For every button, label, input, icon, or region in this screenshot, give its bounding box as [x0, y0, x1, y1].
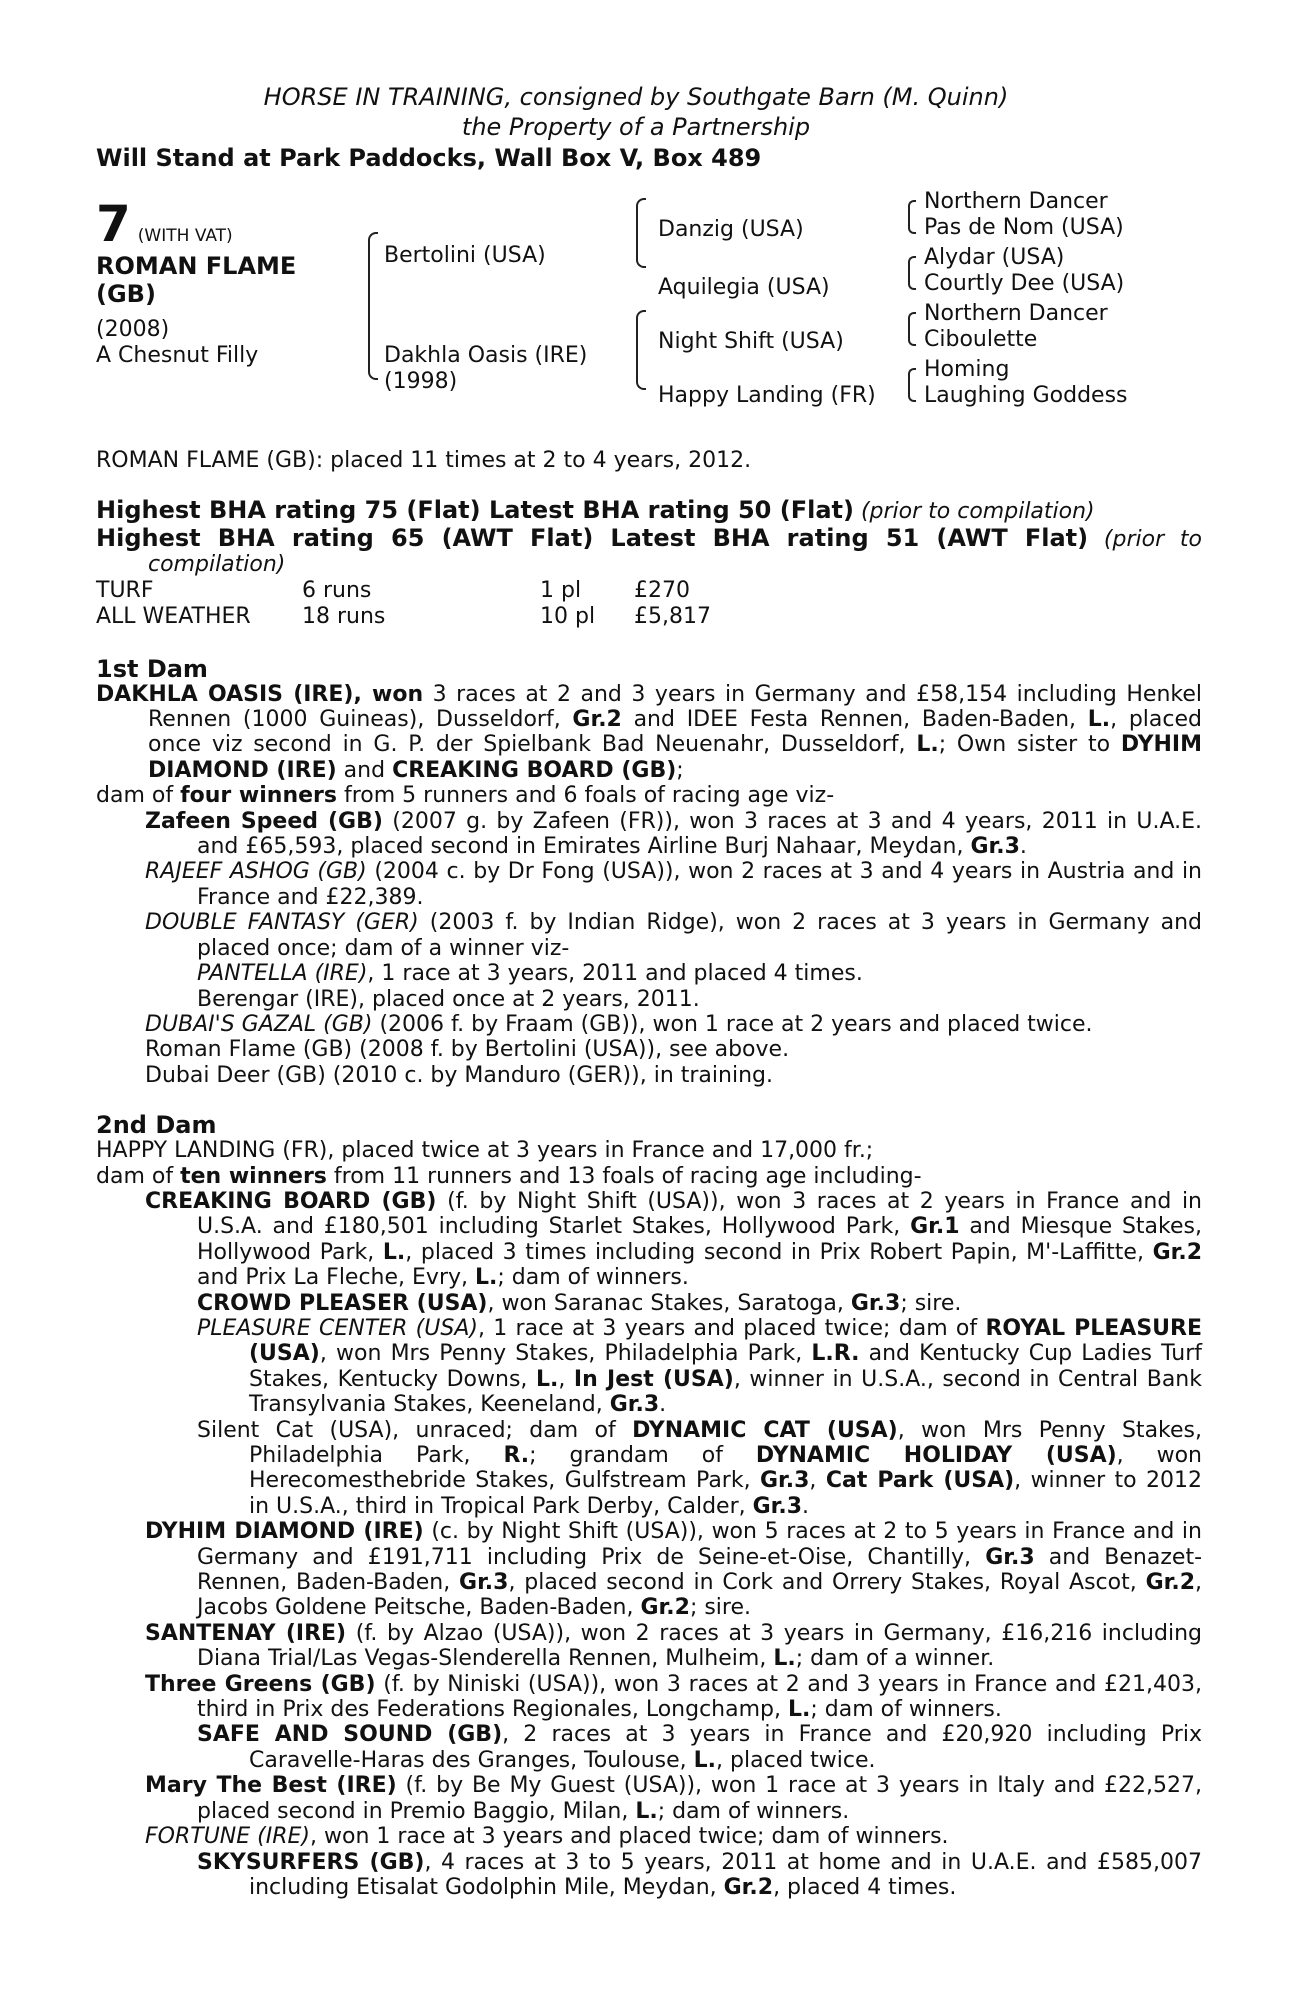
- produce-entry: Mary The Best (IRE) (f. by Be My Guest (USA)), won 1 race at 3 years in Italy and £22,527, placed second in Premio Baggio, Milan, L.; dam of winners.: [145, 1773, 1202, 1824]
- stats-runs: 6 runs: [302, 577, 372, 603]
- produce-entry: SKYSURFERS (GB), 4 races at 3 to 5 years, 2011 at home and in U.A.E. and £585,007 including Etisalat Godolphin Mile, Meydan, Gr.2, placed 4 times.: [197, 1849, 1202, 1900]
- horse-description: A Chesnut Filly: [96, 343, 259, 368]
- dam-parents-bracket: [636, 310, 646, 390]
- produce-entry: FORTUNE (IRE), won 1 race at 3 years and placed twice; dam of winners.: [145, 1824, 949, 1850]
- bracket-g3-1: [908, 200, 916, 234]
- summary-line: ROMAN FLAME (GB): placed 11 times at 2 to 4 years, 2012.: [96, 448, 752, 473]
- produce-entry: Dubai Deer (GB) (2010 c. by Manduro (GER)), in training.: [145, 1062, 773, 1088]
- produce-entry: Roman Flame (GB) (2008 f. by Bertolini (USA)), see above.: [145, 1037, 790, 1063]
- catalogue-page: [96, 82, 1202, 1900]
- dss: Northern Dancer: [924, 301, 1108, 326]
- dam-dam: Happy Landing (FR): [658, 383, 876, 408]
- produce-entry: Silent Cat (USA), unraced; dam of DYNAMIC CAT (USA), won Mrs Penny Stakes, Philadelphia Park, R.; grandam of DYNAMIC HOLIDAY (USA), won Herecomesthebride Stakes, Gulfstream Park, Gr.3, Cat Park (USA), winner to 2012 in U.S.A., third in Tropical Park Derby, Calder, Gr.3.: [197, 1417, 1203, 1519]
- dsd: Ciboulette: [924, 327, 1038, 352]
- produce-entry: SANTENAY (IRE) (f. by Alzao (USA)), won 2 races at 3 years in Germany, £16,216 including Diana Trial/Las Vegas-Slenderella Rennen, Mulheim, L.; dam of a winner.: [145, 1620, 1202, 1672]
- produce-entry: PLEASURE CENTER (USA), 1 race at 3 years and placed twice; dam of ROYAL PLEASURE (USA), won Mrs Penny Stakes, Philadelphia Park, L.R. and Kentucky Cup Ladies Turf Stakes, Kentucky Downs, L., In Jest (USA), winner in U.S.A., second in Central Bank Transylvania Stakes, Keeneland, Gr.3.: [197, 1315, 1203, 1418]
- dds: Homing: [924, 357, 1010, 382]
- stats-money: £270: [634, 577, 690, 603]
- stats-table: [96, 578, 1202, 632]
- sire-sire: Danzig (USA): [658, 217, 804, 242]
- produce-entry: CREAKING BOARD (GB) (f. by Night Shift (USA)), won 3 races at 2 years in France and in U.S.A. and £180,501 including Starlet Stakes, Hollywood Park, Gr.1 and Miesque Stakes, Hollywood Park, L., placed 3 times including second in Prix Robert Papin, M'-Laffitte, Gr.2 and Prix La Fleche, Evry, L.; dam of winners.: [145, 1188, 1202, 1291]
- flat-rating-line: Highest BHA rating 75 (Flat) Latest BHA rating 50 (Flat) (prior to compilation): [96, 496, 1095, 525]
- sire-dam: Aquilegia (USA): [658, 275, 830, 300]
- produce-entry: SAFE AND SOUND (GB), 2 races at 3 years in France and £20,920 including Prix Caravelle-Haras des Granges, Toulouse, L., placed twice.: [197, 1722, 1202, 1773]
- horse-year: (2008): [96, 317, 170, 342]
- stats-placed: 1 pl: [540, 577, 582, 603]
- sire: Bertolini (USA): [384, 243, 546, 268]
- first-dam-heading: 1st Dam: [96, 654, 208, 683]
- race-record: [96, 448, 1202, 1900]
- second-dam-produce-summary: dam of ten winners from 11 runners and 13 foals of racing age including-: [96, 1163, 922, 1189]
- ownership-line: the Property of a Partnership: [461, 113, 811, 141]
- dam-year: (1998): [384, 369, 458, 394]
- produce-entry: RAJEEF ASHOG (GB) (2004 c. by Dr Fong (USA)), won 2 races at 3 and 4 years in Austria and in France and £22,389.: [145, 859, 1202, 910]
- produce-entry: PANTELLA (IRE), 1 race at 3 years, 2011 and placed 4 times.: [197, 961, 863, 987]
- ssd: Pas de Nom (USA): [924, 215, 1124, 240]
- stats-placed: 10 pl: [540, 603, 596, 629]
- consignor-line: HORSE IN TRAINING, consigned by Southgate Barn (M. Quinn): [263, 83, 1009, 111]
- lot-number: 7: [96, 195, 131, 253]
- bracket-g3-4: [908, 368, 916, 402]
- stats-runs: 18 runs: [302, 603, 386, 629]
- stats-label: TURF: [96, 577, 154, 603]
- lot-number-line: [96, 195, 233, 253]
- produce-entry: CROWD PLEASER (USA), won Saranac Stakes, Saratoga, Gr.3; sire.: [197, 1290, 962, 1316]
- stand-location: Will Stand at Park Paddocks, Wall Box V, Box 489: [96, 144, 762, 172]
- sire-parents-bracket: [636, 198, 646, 268]
- horse-name: ROMAN FLAME (GB): [96, 252, 297, 308]
- stats-money: £5,817: [634, 603, 711, 629]
- dam: Dakhla Oasis (IRE): [384, 343, 588, 368]
- ddd: Laughing Goddess: [924, 383, 1128, 408]
- produce-entry: DYHIM DIAMOND (IRE) (c. by Night Shift (USA)), won 5 races at 2 to 5 years in France and in Germany and £191,711 including Prix de Seine-et-Oise, Chantilly, Gr.3 and Benazet-Rennen, Baden-Baden, Gr.3, placed second in Cork and Orrery Stakes, Royal Ascot, Gr.2, Jacobs Goldene Peitsche, Baden-Baden, Gr.2; sire.: [145, 1519, 1203, 1621]
- sdd: Courtly Dee (USA): [924, 271, 1125, 296]
- produce-entry: Three Greens (GB) (f. by Niniski (USA)), won 3 races at 2 and 3 years in France and £21,403, third in Prix des Federations Regionales, Longchamp, L.; dam of winners.: [145, 1671, 1203, 1723]
- produce-entry: DUBAI'S GAZAL (GB) (2006 f. by Fraam (GB)), won 1 race at 2 years and placed twice.: [145, 1011, 1093, 1037]
- bracket-g3-2: [908, 256, 916, 290]
- bracket-g3-3: [908, 312, 916, 346]
- stats-label: ALL WEATHER: [96, 603, 251, 629]
- pedigree-chart: [96, 188, 1202, 448]
- second-dam-record: HAPPY LANDING (FR), placed twice at 3 years in France and 17,000 fr.;: [96, 1138, 874, 1164]
- first-dam-produce-summary: dam of four winners from 5 runners and 6 foals of racing age viz-: [96, 783, 835, 809]
- dam-sire: Night Shift (USA): [658, 329, 844, 354]
- second-dam-heading: 2nd Dam: [96, 1111, 217, 1140]
- produce-entry: Zafeen Speed (GB) (2007 g. by Zafeen (FR)), won 3 races at 3 and 4 years, 2011 in U.A.E. and £65,593, placed second in Emirates Airline Burj Nahaar, Meydan, Gr.3.: [145, 808, 1202, 860]
- vat-label: (WITH VAT): [137, 226, 233, 246]
- produce-entry: DOUBLE FANTASY (GER) (2003 f. by Indian Ridge), won 2 races at 3 years in Germany and placed once; dam of a winner viz-: [145, 910, 1202, 961]
- sss: Northern Dancer: [924, 189, 1108, 214]
- produce-entry: Berengar (IRE), placed once at 2 years, 2011.: [197, 986, 700, 1012]
- sire-dam-bracket: [368, 232, 378, 380]
- awt-rating-line: Highest BHA rating 65 (AWT Flat) Latest BHA rating 51 (AWT Flat) (prior to compilation): [96, 523, 1202, 578]
- sds: Alydar (USA): [924, 245, 1065, 270]
- first-dam-record: DAKHLA OASIS (IRE), won 3 races at 2 and 3 years in Germany and £58,154 including Henkel Rennen (1000 Guineas), Dusseldorf, Gr.2 and IDEE Festa Rennen, Baden-Baden, L., placed once viz second in G. P. der Spielbank Bad Neuenahr, Dusseldorf, L.; Own sister to DYHIM DIAMOND (IRE) and CREAKING BOARD (GB);: [96, 681, 1202, 783]
